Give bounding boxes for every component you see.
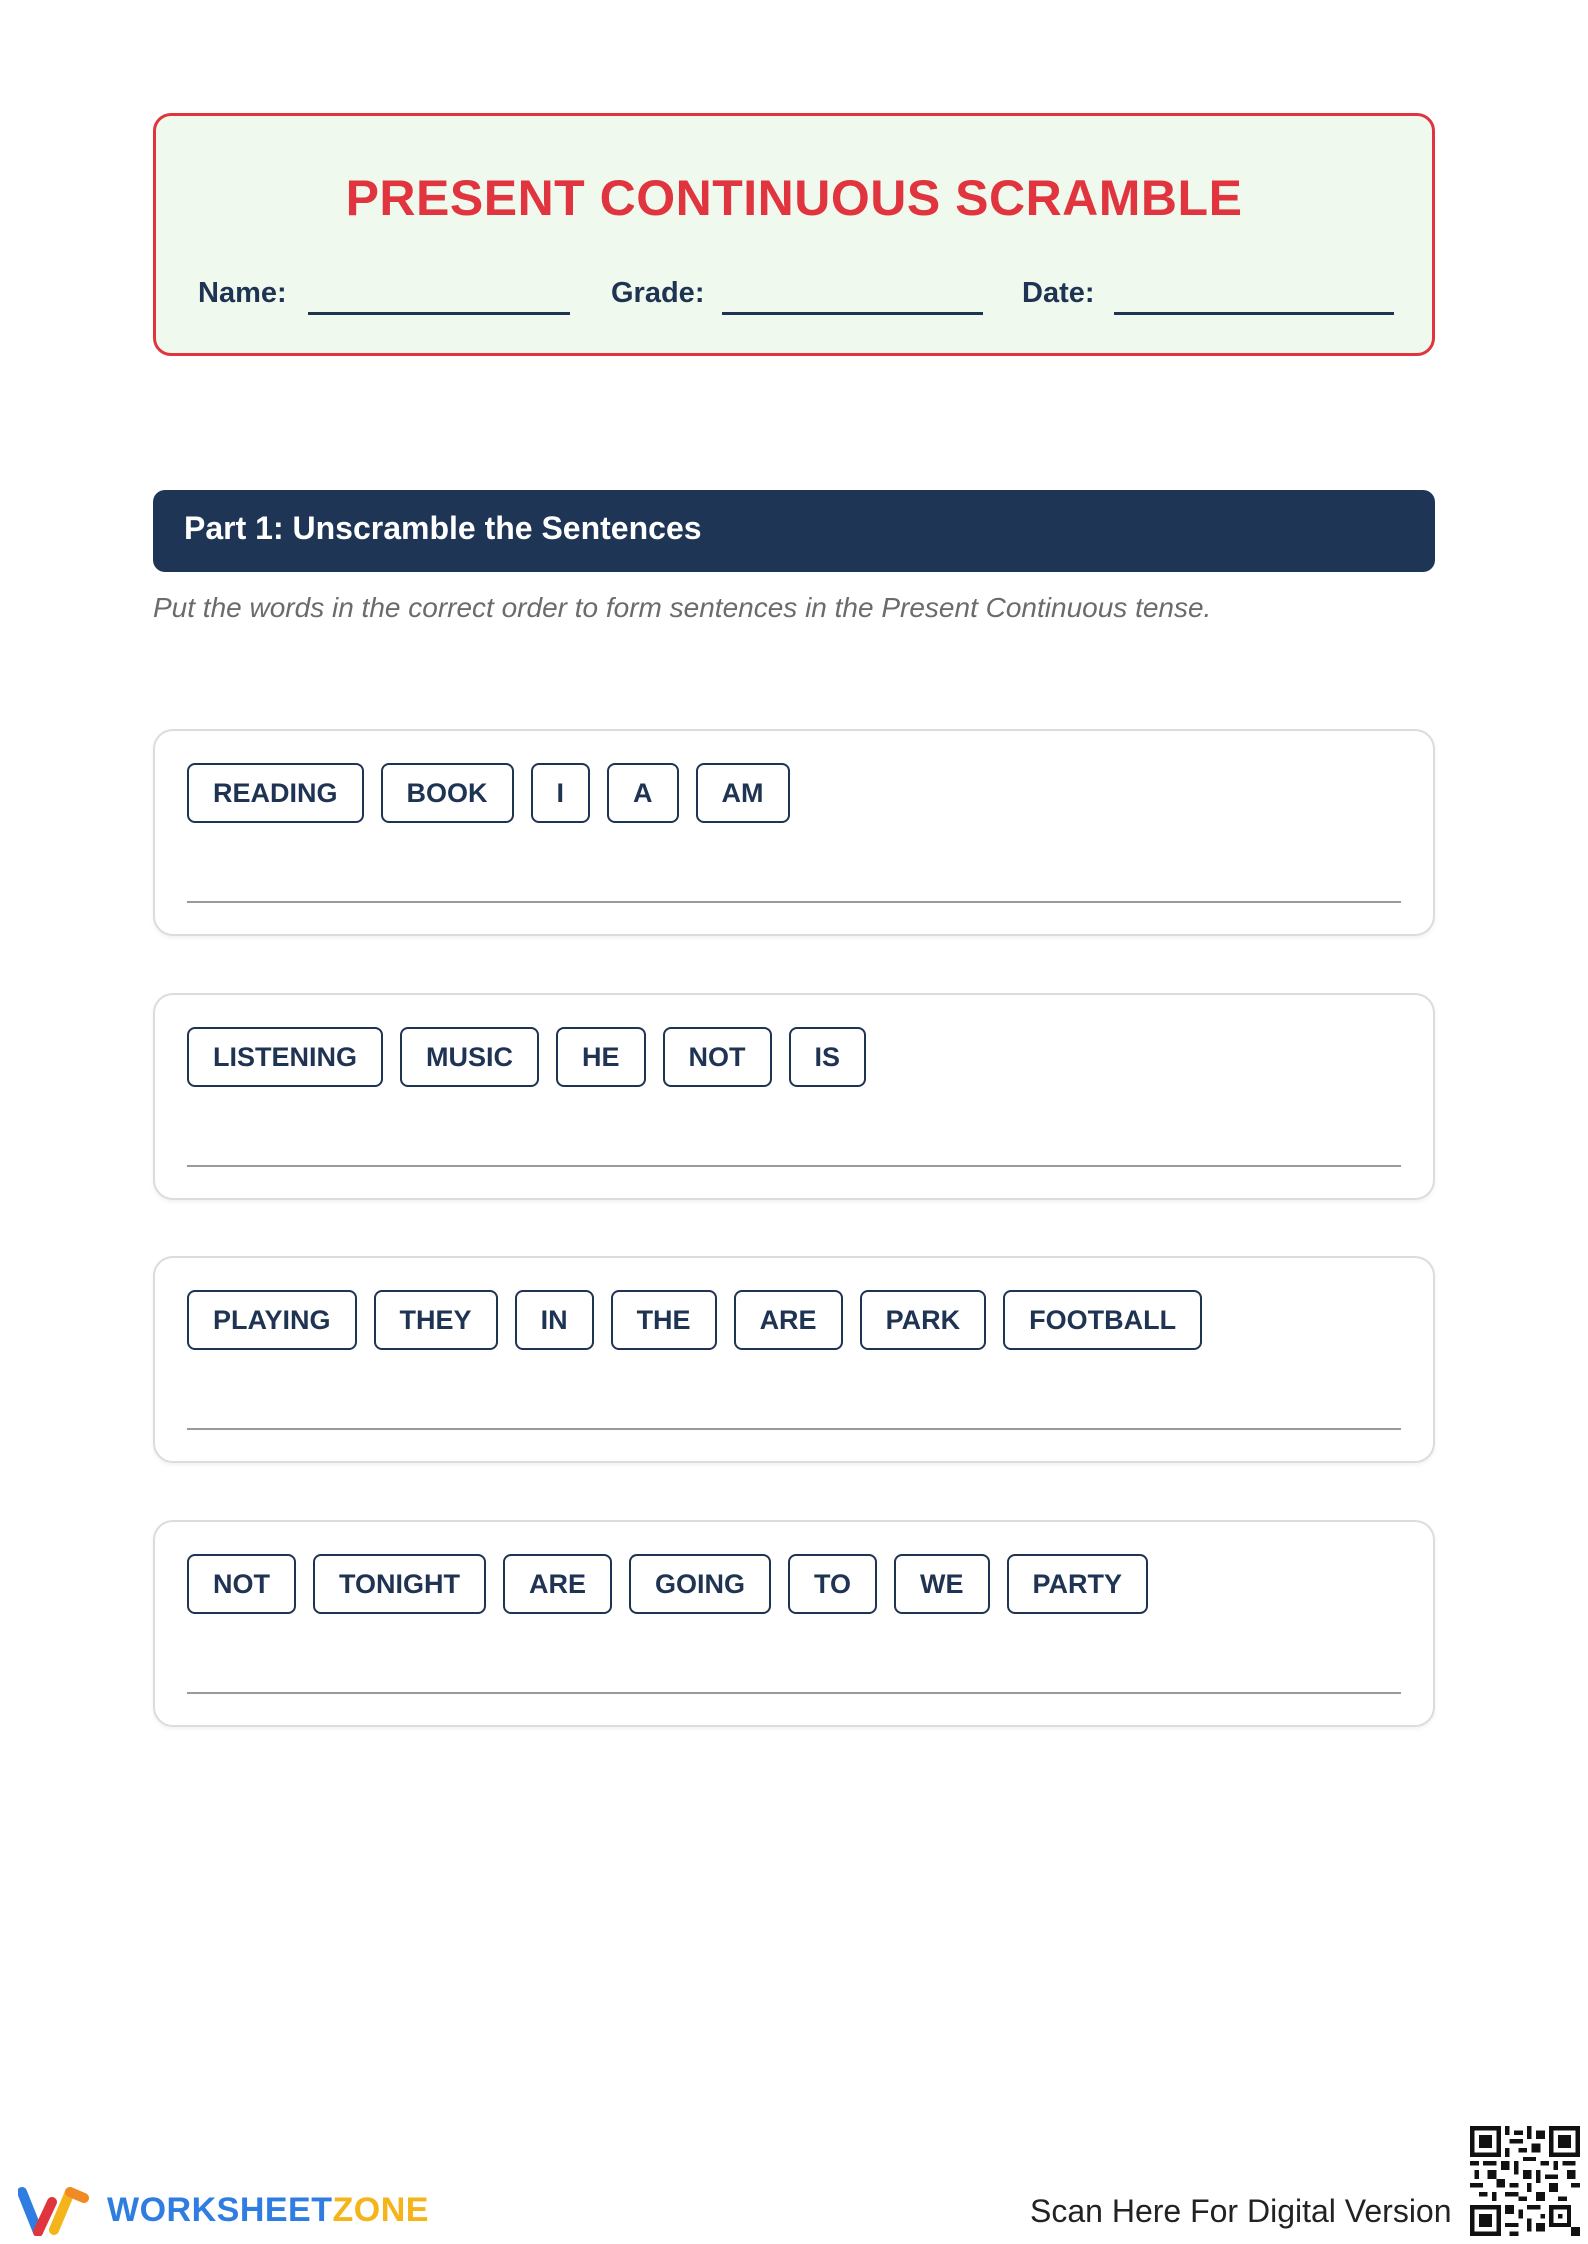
answer-line[interactable] [187, 1692, 1401, 1694]
grade-label: Grade: [611, 277, 705, 309]
date-field[interactable] [1114, 312, 1394, 315]
worksheet-title: PRESENT CONTINUOUS SCRAMBLE [345, 170, 1243, 226]
word-tile[interactable]: THE [611, 1290, 717, 1350]
word-tile[interactable]: PARK [860, 1290, 987, 1350]
word-tile[interactable]: I [531, 763, 591, 823]
word-tile[interactable]: IN [515, 1290, 594, 1350]
name-field[interactable] [308, 312, 570, 315]
word-tile[interactable]: HE [556, 1027, 646, 1087]
section-header [153, 490, 1435, 572]
grade-field[interactable] [722, 312, 983, 315]
answer-line[interactable] [187, 901, 1401, 903]
answer-line[interactable] [187, 1165, 1401, 1167]
header-box [153, 113, 1435, 356]
worksheetzone-w-logo-icon [18, 2186, 93, 2236]
word-tile[interactable]: A [607, 763, 679, 823]
brand-name [107, 2191, 429, 2230]
word-tiles [187, 1027, 866, 1087]
word-tiles [187, 763, 790, 823]
word-tile[interactable]: THEY [374, 1290, 498, 1350]
word-tile[interactable]: PLAYING [187, 1290, 357, 1350]
brand-part2: ZONE [332, 2191, 429, 2229]
instructions: Put the words in the correct order to form sentences in the Present Continuous tense. [153, 592, 1212, 623]
word-tile[interactable]: MUSIC [400, 1027, 539, 1087]
exercise-card-4 [153, 1520, 1435, 1727]
word-tile[interactable]: GOING [629, 1554, 771, 1614]
word-tile[interactable]: IS [789, 1027, 867, 1087]
word-tile[interactable]: NOT [663, 1027, 772, 1087]
qr-code-icon[interactable] [1470, 2126, 1580, 2236]
word-tile[interactable]: LISTENING [187, 1027, 383, 1087]
word-tile[interactable]: AM [696, 763, 790, 823]
word-tile[interactable]: BOOK [381, 763, 514, 823]
word-tile[interactable]: TO [788, 1554, 877, 1614]
brand-part1: WORKSHEET [107, 2191, 333, 2229]
word-tile[interactable]: PARTY [1007, 1554, 1149, 1614]
word-tiles [187, 1290, 1202, 1350]
name-label: Name: [198, 277, 287, 309]
answer-line[interactable] [187, 1428, 1401, 1430]
word-tile[interactable]: NOT [187, 1554, 296, 1614]
word-tile[interactable]: WE [894, 1554, 990, 1614]
word-tile[interactable]: ARE [734, 1290, 843, 1350]
scan-text: Scan Here For Digital Version [1030, 2193, 1452, 2229]
date-label: Date: [1022, 277, 1095, 309]
word-tile[interactable]: ARE [503, 1554, 612, 1614]
word-tiles [187, 1554, 1148, 1614]
exercise-card-1 [153, 729, 1435, 936]
word-tile[interactable]: TONIGHT [313, 1554, 486, 1614]
word-tile[interactable]: READING [187, 763, 364, 823]
section-title: Part 1: Unscramble the Sentences [184, 510, 702, 546]
word-tile[interactable]: FOOTBALL [1003, 1290, 1202, 1350]
exercise-card-2 [153, 993, 1435, 1200]
exercise-card-3 [153, 1256, 1435, 1463]
